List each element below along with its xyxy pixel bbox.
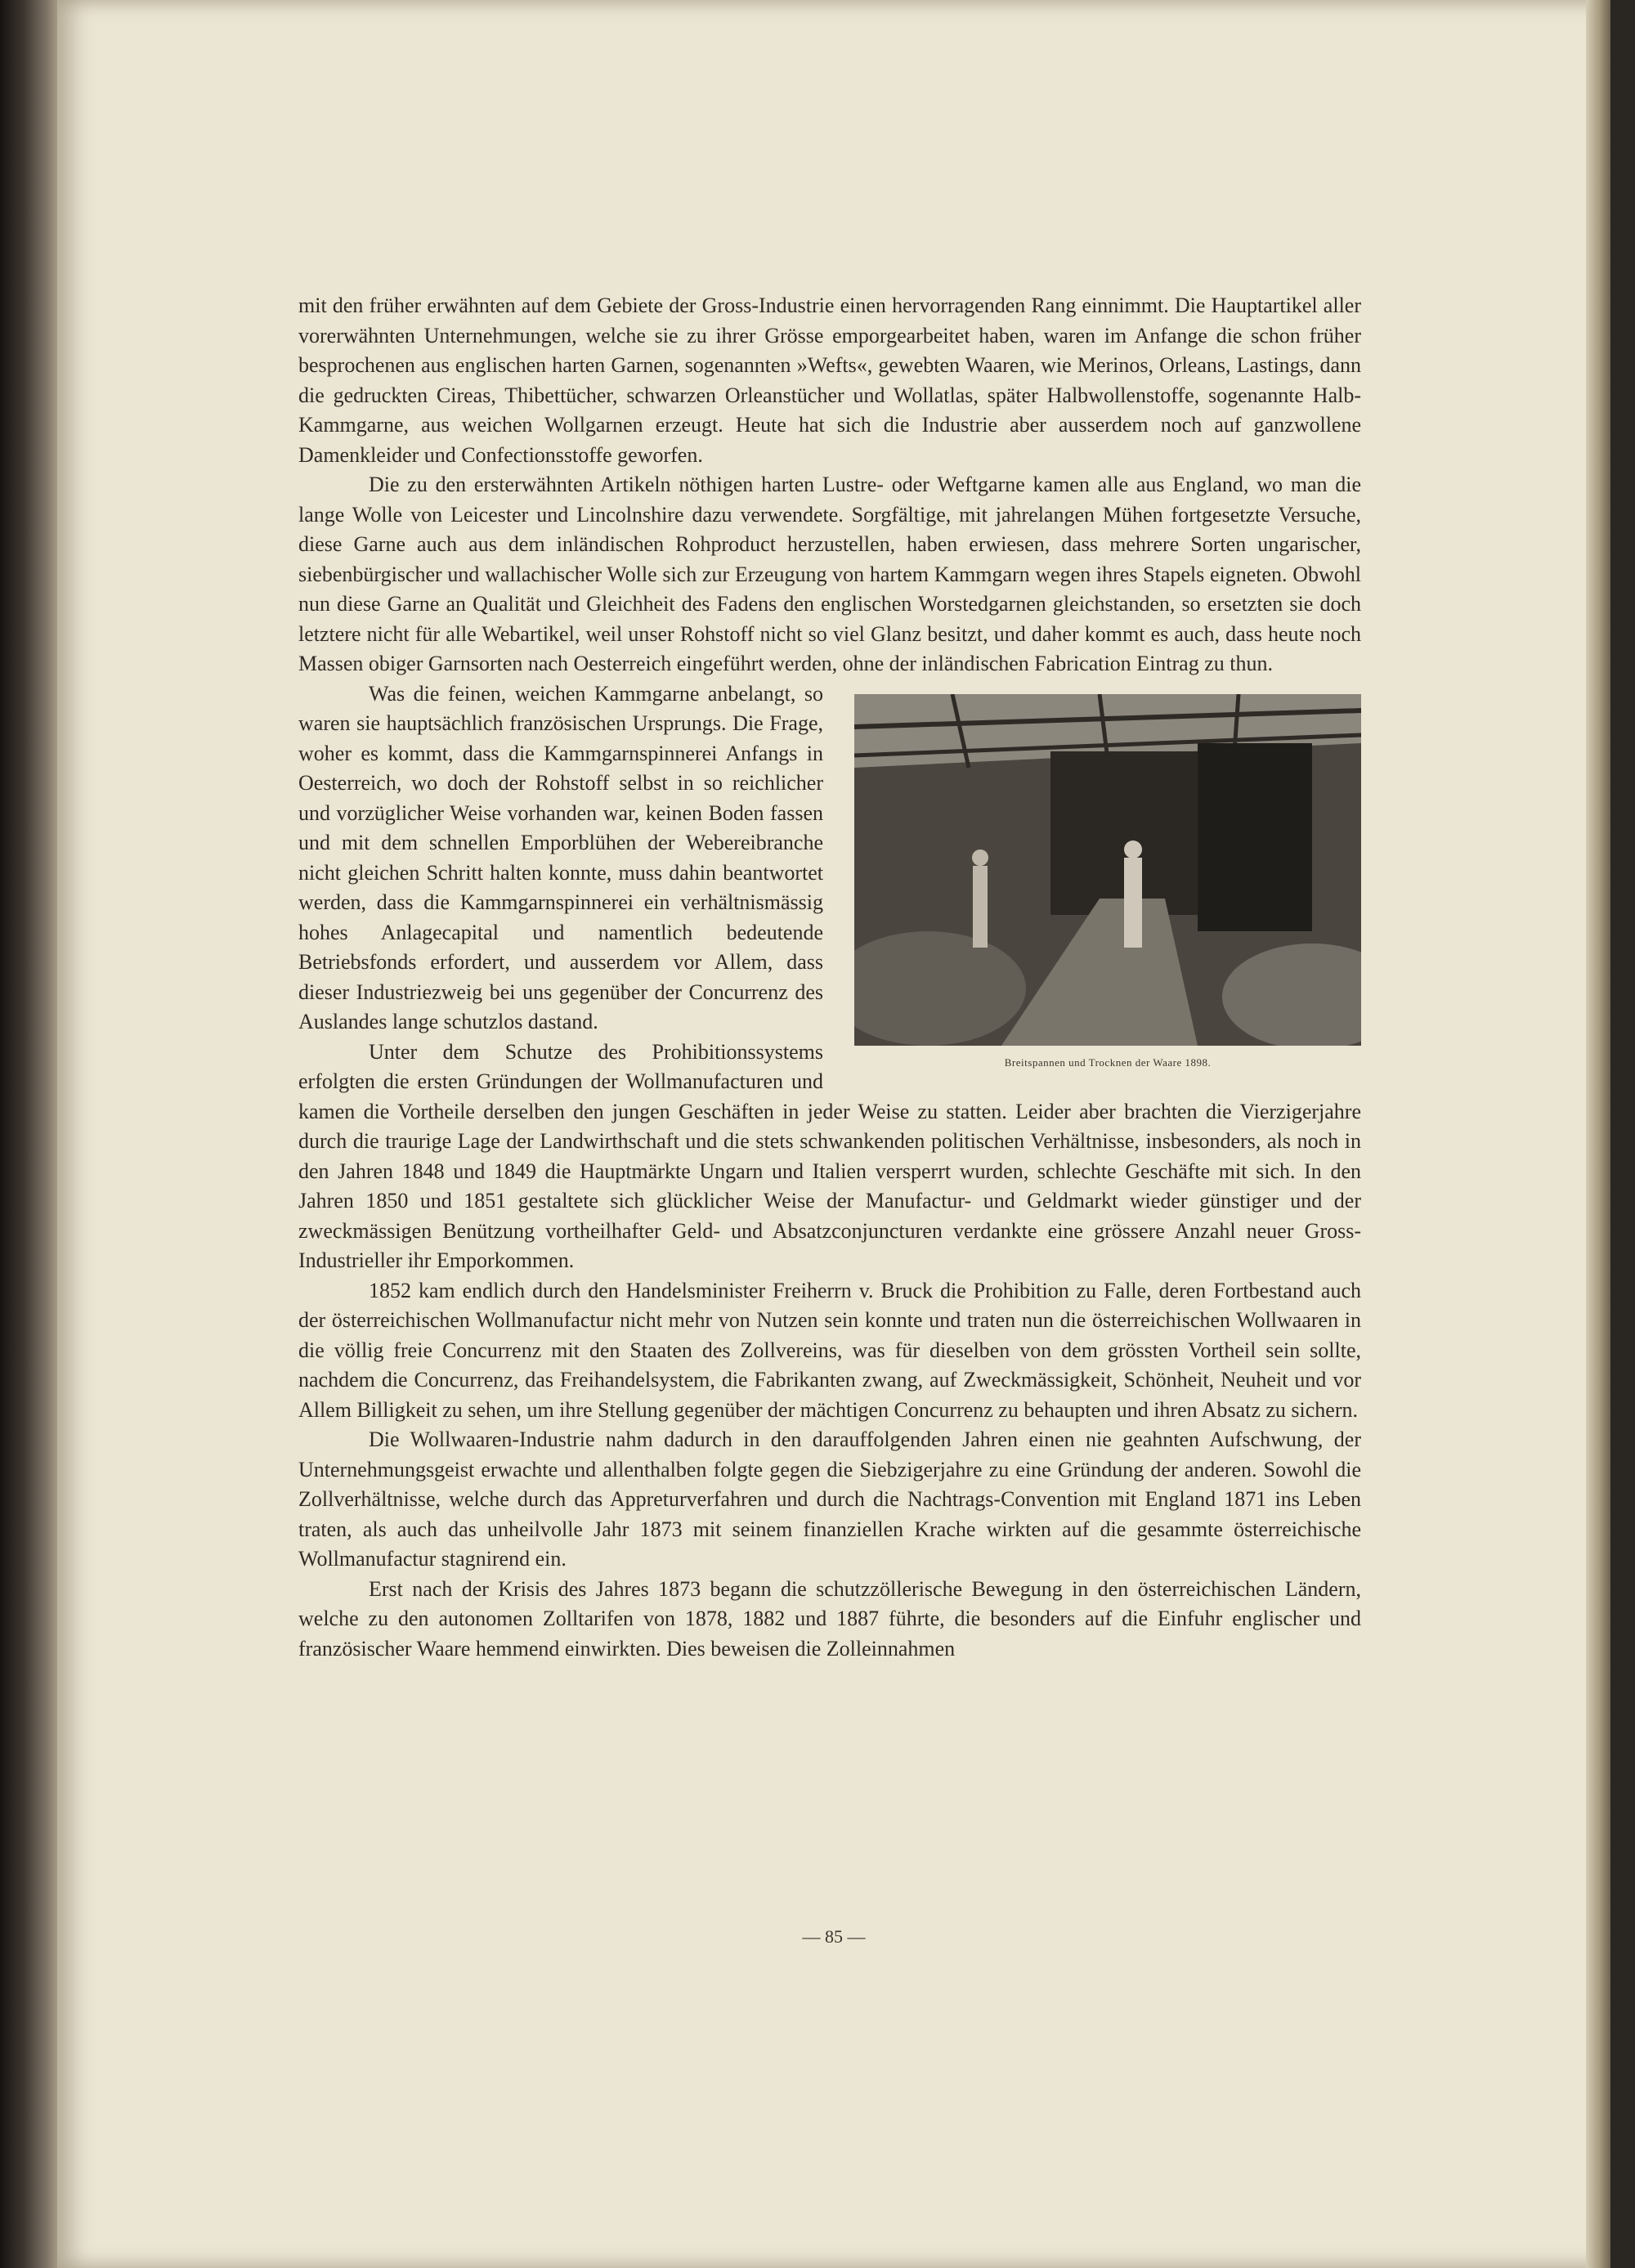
book-page (57, 0, 1610, 2268)
book-binding-edge (0, 0, 57, 2268)
paragraph-6: Die Wollwaaren-Industrie nahm dadurch in den darauffolgenden Jahren einen nie geahnten Aufschwung, der Unternehmungsgeist erwachte und allenthalben folgte gegen die Siebzigerjahre zu eine Gründung der anderen. Sowohl die Zollverhältnisse, welche durch das Appreturverfahren und durch die Nachtrags-Convention mit England 1871 ins Leben traten, als auch das unheilvolle Jahr 1873 mit seinem finanziellen Krache wirkten auf die gesammte österreichische Wollmanufactur stagnirend ein. (298, 1428, 1361, 1571)
figure (854, 694, 1361, 1070)
paragraph-3: Was die feinen, weichen Kammgarne anbelangt, so waren sie hauptsächlich französischen Ursprungs. Die Frage, woher es kommt, dass die Kammgarnspinnerei Anfangs in Oesterreich, wo doch der Rohstoff selbst in so reichlicher und vorzüglicher Weise vorhanden war, keinen Boden fassen und mit dem schnellen Emporblühen der Webereibranche nicht gleichen Schritt halten konnte, muss dahin beantwortet werden, dass die Kammgarnspinnerei ein verhältnismässig hohes Anlagecapital und namentlich bedeutende Betriebsfonds erfordert, und ausserdem vor Allem, dass dieser Industriezweig bei uns gegenüber der Concurrenz des Auslandes lange schutzlos dastand. (298, 681, 823, 1033)
figure-caption: Breitspannen und Trocknen der Waare 1898. (1004, 1056, 1212, 1069)
paragraph-2: Die zu den ersterwähnten Artikeln nöthigen harten Lustre- oder Weftgarne kamen alle aus England, wo man die lange Wolle von Leicester und Lincolnshire dazu verwendete. Sorgfältige, mit jahrelangen Mühen fortgesetzte Versuche, diese Garne auch aus dem inländischen Rohproduct herzustellen, haben erwiesen, dass mehrere Sorten ungarischer, siebenbürgischer und wallachischer Wolle sich zur Erzeugung von hartem Kammgarn wegen ihres Stapels eigneten. Obwohl nun diese Garne an Qualität und Gleichheit des Fadens den englischen Worstedgarnen gleichstanden, so ersetzten sie doch letztere nicht für alle Webartikel, weil unser Rohstoff nicht so viel Glanz besitzt, und daher kommt es auch, dass heute noch Massen obiger Garnsorten nach Oesterreich eingeführt werden, ohne der inländischen Fabrication Eintrag zu thun. (298, 473, 1361, 675)
paragraph-4: Unter dem Schutze des Prohibitionssystems erfolgten die ersten Gründungen der Wollmanufacturen und kamen die Vortheile derselben den jungen Geschäften in jeder Weise zu statten. Leider aber brachten die Vierzigerjahre durch die traurige Lage der Landwirthschaft und die stets schwankenden politischen Verhältnisse, insbesonders, als noch in den Jahren 1848 und 1849 die Hauptmärkte Ungarn und Italien versperrt wurden, schlechte Geschäfte mit sich. In den Jahren 1850 und 1851 gestaltete sich glücklicher Weise der Manufactur- und Geldmarkt wieder günstiger und der zweckmässigen Benützung vortheilhafter Geld- und Absatzconjuncturen verdankte eine grössere Anzahl neuer Gross-Industrieller ihr Emporkommen. (298, 1039, 1361, 1272)
page-number: — 85 — (802, 1926, 866, 1947)
paragraph-7: Erst nach der Krisis des Jahres 1873 begann die schutzzöllerische Bewegung in den österreichischen Ländern, welche zu den autonomen Zolltarifen von 1878, 1882 und 1887 führte, die besonders auf die Einfuhr englischer und französischer Waare hemmend einwirkten. Dies beweisen die Zolleinnahmen (298, 1576, 1361, 1661)
paragraph-1: mit den früher erwähnten auf dem Gebiete der Gross-Industrie einen hervorragenden Rang einnimmt. Die Hauptartikel aller vorerwähnten Unternehmungen, welche sie zu ihrer Grösse emporgearbeitet haben, waren im Anfange die schon früher besprochenen aus englischen harten Garnen, sogenannten »Wefts«, gewebten Waaren, wie Merinos, Orleans, Lastings, dann die gedruckten Cireas, Thibettücher, schwarzen Orleanstücher und Wollatlas, später Halbwollenstoffe, sogenannte Halb-Kammgarne, aus weichen Wollgarnen erzeugt. Heute hat sich die Industrie aber ausserdem noch auf ganzwollene Damenkleider und Confectionsstoffe geworfen. (298, 294, 1361, 467)
paragraph-5: 1852 kam endlich durch den Handelsminister Freiherrn v. Bruck die Prohibition zu Falle, deren Fortbestand auch der österreichischen Wollmanufactur nicht mehr von Nutzen sein konnte und traten nun die österreichischen Wollwaaren in die völlig freie Concurrenz mit den Staaten des Zollvereins, was für dieselben von dem grössten Vortheil sein sollte, nachdem die Concurrenz, das Freihandelsystem, die Fabrikanten zwang, auf Zweckmässigkeit, Schönheit, Neuheit und vor Allem Billigkeit zu sehen, um ihre Stellung gegenüber der mächtigen Concurrenz zu behaupten und ihren Absatz zu sichern. (298, 1278, 1361, 1422)
factory-photo (854, 694, 1361, 1046)
body-text (298, 291, 1361, 1664)
